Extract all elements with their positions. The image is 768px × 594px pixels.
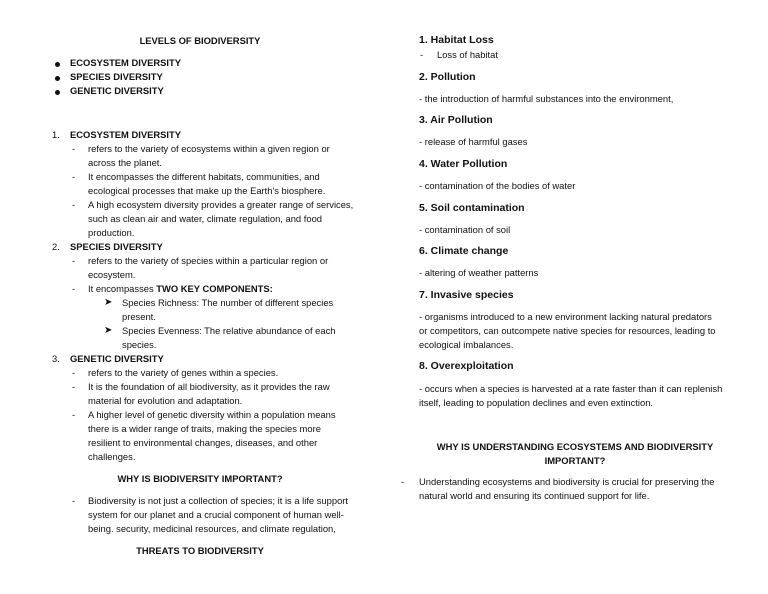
body-line [88, 282, 273, 296]
threat-title: 7. Invasive species [419, 289, 514, 301]
threat-title: 6. Climate change [419, 245, 509, 257]
emphasis-text: TWO KEY COMPONENTS: [156, 283, 273, 294]
threat-title: 2. Pollution [419, 71, 476, 83]
threat-desc: - altering of weather patterns [419, 267, 539, 278]
section-number: 2. [52, 241, 60, 252]
body-line: refers to the variety of species within a particular region or [88, 255, 329, 266]
doc-title: LEVELS OF BIODIVERSITY [139, 35, 261, 46]
body-line: ecological processes that make up the Earth's biosphere. [88, 185, 326, 196]
bullet-icon [55, 76, 60, 81]
threat-desc: - the introduction of harmful substances into the environment, [419, 93, 674, 104]
arrow-bullet-icon: ➤ [104, 325, 113, 336]
sub-line: Species Richness: The number of different species [122, 297, 334, 308]
dash-marker: - [401, 476, 405, 487]
body-line: resilient to environmental changes, diseases, and other [88, 437, 318, 448]
arrow-bullet-icon: ➤ [104, 297, 113, 308]
dash-marker: - [72, 381, 76, 392]
sub-line: species. [122, 339, 157, 350]
section-number: 1. [52, 129, 60, 140]
dash-marker: - [72, 409, 76, 420]
body-line: refers to the variety of genes within a species. [88, 367, 279, 378]
body-line: such as clean air and water, climate regulation, and food [88, 213, 322, 224]
body-text: It encompasses [88, 283, 157, 294]
threat-desc: Loss of habitat [437, 49, 498, 60]
sub-line: present. [122, 311, 156, 322]
body-line: ecosystem. [88, 269, 136, 280]
body-line: It is the foundation of all biodiversity, as it provides the raw [88, 381, 330, 392]
dash-marker: - [72, 255, 76, 266]
body-line: It encompasses the different habitats, communities, and [88, 171, 320, 182]
bullet-item: SPECIES DIVERSITY [70, 71, 163, 82]
dash-marker: - [72, 143, 76, 154]
body-line: refers to the variety of ecosystems within a given region or [88, 143, 330, 154]
dash-marker: - [72, 171, 76, 182]
section-heading: IMPORTANT? [544, 455, 606, 466]
threat-desc: - organisms introduced to a new environment lacking natural predators [419, 311, 712, 322]
dash-marker: - [72, 199, 76, 210]
body-line: natural world and ensuring its continued support for life. [419, 490, 650, 501]
body-line: Biodiversity is not just a collection of species; it is a life support [88, 495, 349, 506]
threat-title: 8. Overexploitation [419, 360, 514, 372]
bullet-item: GENETIC DIVERSITY [70, 85, 164, 96]
sub-line: Species Evenness: The relative abundance of each [122, 325, 336, 336]
section-heading: WHY IS UNDERSTANDING ECOSYSTEMS AND BIODIVERSITY [436, 441, 714, 452]
threat-desc: - occurs when a species is harvested at a rate faster than it can replenish [419, 383, 723, 394]
bullet-item: ECOSYSTEM DIVERSITY [70, 57, 181, 68]
dash-marker: - [72, 495, 76, 506]
body-line: challenges. [88, 451, 136, 462]
body-line: Understanding ecosystems and biodiversity is crucial for preserving the [419, 476, 715, 487]
body-line: being. security, medicinal resources, and climate regulation, [88, 523, 336, 534]
dash-marker: - [72, 367, 76, 378]
dash-marker: - [72, 283, 76, 294]
section-title: GENETIC DIVERSITY [70, 353, 164, 364]
section-heading: WHY IS BIODIVERSITY IMPORTANT? [117, 473, 283, 484]
section-title: ECOSYSTEM DIVERSITY [70, 129, 181, 140]
threat-desc: or competitors, can outcompete native species for resources, leading to [419, 325, 716, 336]
threat-desc: - release of harmful gases [419, 136, 528, 147]
threat-desc: itself, leading to population declines and even extinction. [419, 397, 654, 408]
threat-title: 3. Air Pollution [419, 114, 493, 126]
body-line: system for our planet and a crucial component of human well- [88, 509, 344, 520]
threat-desc: - contamination of the bodies of water [419, 180, 576, 191]
body-line: A higher level of genetic diversity within a population means [88, 409, 336, 420]
bullet-icon [55, 90, 60, 95]
threat-desc: ecological imbalances. [419, 339, 514, 350]
threat-title: 4. Water Pollution [419, 158, 508, 170]
section-number: 3. [52, 353, 60, 364]
threat-title: 1. Habitat Loss [419, 34, 494, 46]
bullet-icon [55, 62, 60, 67]
body-line: across the planet. [88, 157, 163, 168]
section-heading: THREATS TO BIODIVERSITY [136, 545, 264, 556]
body-line: there is a wider range of traits, making the species more [88, 423, 321, 434]
threat-desc: - contamination of soil [419, 224, 511, 235]
dash-marker: - [420, 49, 424, 60]
body-line: material for evolution and adaptation. [88, 395, 243, 406]
threat-title: 5. Soil contamination [419, 202, 525, 214]
section-title: SPECIES DIVERSITY [70, 241, 163, 252]
body-line: production. [88, 227, 135, 238]
body-line: A high ecosystem diversity provides a greater range of services, [88, 199, 354, 210]
